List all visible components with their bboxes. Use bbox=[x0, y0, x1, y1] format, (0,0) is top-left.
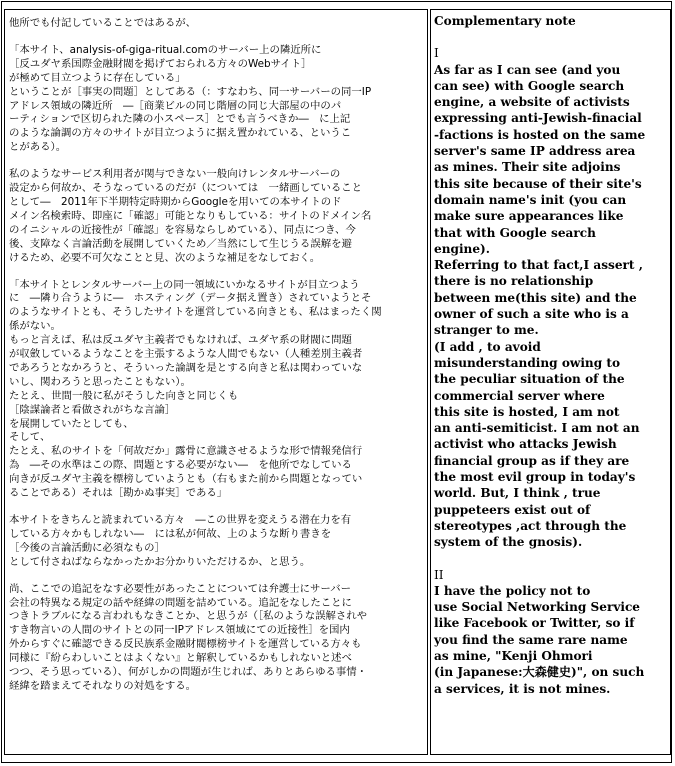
note-line: stranger to me. bbox=[434, 323, 539, 338]
note-line: (in Japanese:大森健史)", on such bbox=[434, 665, 645, 680]
notice-line: いし、関わろうと思ったこともない）。 bbox=[9, 375, 191, 388]
notice-paragraph bbox=[9, 17, 424, 31]
note-line: this site is hosted, I am not bbox=[434, 404, 620, 419]
notice-paragraph bbox=[9, 168, 424, 265]
note-line: as mines. Their site adjoins bbox=[434, 160, 621, 175]
note-line: world. But, I think , true bbox=[434, 486, 601, 501]
note-line: As far as I can see (and you bbox=[434, 62, 621, 77]
notice-line: 会社の特異なる規定の話や経緯の問題を詰めている。追記をなしたことに bbox=[9, 596, 352, 609]
note-line: stereotypes ,act through the bbox=[434, 518, 627, 533]
section-numeral: I bbox=[434, 46, 439, 61]
notice-line: ることである）それは［勘かぬ事実］である」 bbox=[9, 487, 228, 500]
notice-line: ［反ユダヤ系国際金融財閥を掲げておられる方々のWebサイト］ bbox=[9, 57, 312, 70]
note-line: there is no relationship bbox=[434, 274, 594, 289]
notice-line: もっと言えば、私は反ユダヤ主義者でもなければ、ユダヤ系の財閥に問題 bbox=[9, 334, 352, 347]
notice-line: つきトラブルになる言われもなきことか、と思うが（［私のような誤解されや bbox=[9, 610, 368, 623]
notice-line: のイニシャルの近接性が「確認」を容易ならしめている）、同点につき、今 bbox=[9, 223, 356, 236]
paragraph-gap bbox=[9, 31, 424, 44]
note-line: that with Google search bbox=[434, 225, 596, 240]
notice-line: アドレス領域の隣近所 ―［商業ビルの同じ階層の同じ大部屋の中のパ bbox=[9, 99, 342, 112]
note-line: between me(this site) and the bbox=[434, 290, 637, 305]
japanese-notice-column bbox=[4, 9, 428, 755]
notice-line: している方々かもしれない― には私が何故、上のような断り書きを bbox=[9, 527, 332, 540]
note-line: the peculiar situation of the bbox=[434, 372, 625, 387]
notice-line: 他所でも付記していることではあるが、 bbox=[9, 17, 197, 29]
note-line: expressing anti-Jewish-finacial bbox=[434, 111, 642, 126]
paragraph-gap bbox=[9, 501, 424, 514]
notice-line: ということが［事実の問題］としてある（：すなわち、同一サーバーの同一IP bbox=[9, 85, 372, 98]
notice-line: 本サイトをきちんと読まれている方々 ―この世界を変えうる潜在力を有 bbox=[9, 514, 352, 526]
notice-line: ［今後の言論活動に必須なもの］ bbox=[9, 541, 165, 554]
note-line: can see) with Google search bbox=[434, 78, 625, 93]
note-line: financial group as if they are bbox=[434, 453, 630, 468]
paragraph-gap bbox=[9, 266, 424, 279]
notice-paragraph bbox=[9, 279, 424, 502]
note-line: engine). bbox=[434, 241, 490, 256]
note-line: make sure appearances like bbox=[434, 209, 624, 224]
note-line: server's same IP address area bbox=[434, 144, 636, 159]
note-line: engine, a website of activists bbox=[434, 95, 630, 110]
notice-line: 後、支障なく言論活動を展開していくため／当然にして生じうる誤解を避 bbox=[9, 237, 352, 250]
notice-line: つつ、そう思っている）、何がしかの問題が生じれば、ありとあらゆる事情・ bbox=[9, 666, 368, 679]
note-line: activist who attacks Jewish bbox=[434, 437, 617, 452]
note-title: Complementary note bbox=[434, 14, 576, 28]
notice-paragraph bbox=[9, 44, 424, 155]
section-numeral: II bbox=[434, 567, 444, 582]
note-line: a services, it is not mines. bbox=[434, 681, 611, 696]
note-line: commercial server where bbox=[434, 388, 605, 403]
notice-line: けるため、必要不可欠なことと見、次のような補足をなしておく。 bbox=[9, 251, 321, 264]
note-line: domain name's init (you can bbox=[434, 192, 627, 207]
notice-line: メイン名検索時、即座に「確認」可能となりもしている：サイトのドメイン名 bbox=[9, 209, 372, 222]
section-gap bbox=[434, 29, 668, 45]
note-line: misunderstanding owing to bbox=[434, 355, 621, 370]
notice-line: たとえ、世間一般に私がそうした向きと同じくも bbox=[9, 389, 239, 402]
note-line: owner of such a site who is a bbox=[434, 307, 629, 322]
note-line: I have the policy not to bbox=[434, 583, 591, 598]
notice-line: として付さねばならなかったかお分かりいただけるか、と思う。 bbox=[9, 555, 311, 568]
note-line: you find the same rare name bbox=[434, 632, 628, 647]
notice-line: 係がない。 bbox=[9, 320, 61, 333]
paragraph-gap bbox=[9, 155, 424, 168]
note-line: system of the gnosis). bbox=[434, 535, 583, 550]
notice-line: 私のようなサービス利用者が関与できない一般向けレンタルサーバーの bbox=[9, 168, 341, 181]
notice-line: とがある）。 bbox=[9, 141, 67, 154]
notice-line: であろうとなかろうと、そういった論調を是とする向きと私は関わっていな bbox=[9, 361, 363, 374]
note-line: this site because of their site's bbox=[434, 176, 642, 191]
notice-line: に ―隣り合うように― ホスティング（データ据え置き）されていようとそ bbox=[9, 292, 372, 305]
notice-line: ーティションで区切られた隣の小スペース］とでも言うべきか― に上記 bbox=[9, 113, 351, 126]
notice-line: 尚、ここでの追記をなす必要性があったことについては弁護士にサーバー bbox=[9, 582, 352, 595]
notice-line: そして、 bbox=[9, 431, 51, 444]
notice-line: として― 2011年下半期特定時期からGoogleを用いての本サイトのド bbox=[9, 195, 342, 208]
notice-line: が収斂しているようなことを主張するような人間でもない（人種差別主義者 bbox=[9, 348, 363, 361]
note-line: Referring to that fact,I assert , bbox=[434, 258, 643, 273]
note-line: puppeteers exist out of bbox=[434, 502, 591, 517]
notice-line: のようなサイトとも、そうしたサイトを運営している向きとも、私はまったく関 bbox=[9, 306, 382, 319]
notice-line: 向きが反ユダヤ主義を標榜していようとも（右もまた前から問題となってい bbox=[9, 473, 363, 486]
notice-line: を展開していたとしても、 bbox=[9, 417, 134, 430]
paragraph-gap bbox=[9, 570, 424, 583]
notice-line: たとえ、私のサイトを「何故だか」露骨に意識させるような形で情報発信行 bbox=[9, 445, 363, 458]
notice-line: 「本サイトとレンタルサーバー上の同一領域にいかなるサイトが目立つよう bbox=[9, 278, 360, 291]
section-gap bbox=[434, 551, 668, 567]
notice-line: が極めて目立つように存在している」 bbox=[9, 71, 186, 84]
notice-line: のような論調の方々のサイトが目立つように据え置かれている、というこ bbox=[9, 127, 352, 140]
notice-line: ［陰謀論者と看做されがちな言論］ bbox=[9, 403, 176, 416]
note-line: -factions is hosted on the same bbox=[434, 127, 646, 142]
notice-line: 経緯を踏まえてそれなりの対処をする。 bbox=[9, 679, 197, 692]
note-line: (I add , to avoid bbox=[434, 339, 541, 354]
notice-line: 設定から何故か、そうなっているのだが（については 一緒画していること bbox=[9, 182, 363, 195]
notice-line: 為 ―その水準はこの際、問題とする必要がない― を他所でなしている bbox=[9, 459, 352, 472]
note-line: an anti-semiticist. I am not an bbox=[434, 421, 640, 436]
note-line: use Social Networking Service bbox=[434, 600, 641, 615]
note-line: as mine, "Kenji Ohmori bbox=[434, 648, 593, 663]
note-line: like Facebook or Twitter, so if bbox=[434, 616, 635, 631]
complementary-note-column bbox=[430, 9, 671, 755]
notice-paragraph bbox=[9, 514, 424, 570]
page-frame bbox=[1, 1, 672, 763]
note-line: the most evil group in today's bbox=[434, 470, 636, 485]
notice-line: 外からすぐに確認できる反民族系金融財閥標榜サイトを運営している方々も bbox=[9, 638, 362, 651]
notice-line: 同様に『紛らわしいことはよくない』と解釈しているかもしれないと述べ bbox=[9, 652, 352, 665]
notice-paragraph bbox=[9, 583, 424, 694]
notice-line: 「本サイト、analysis-of-giga-ritual.comのサーバー上の隣近所に bbox=[9, 43, 322, 56]
notice-line: すき物言いの人間のサイトとの同一IPアドレス領域にての近接性］を国内 bbox=[9, 624, 350, 637]
